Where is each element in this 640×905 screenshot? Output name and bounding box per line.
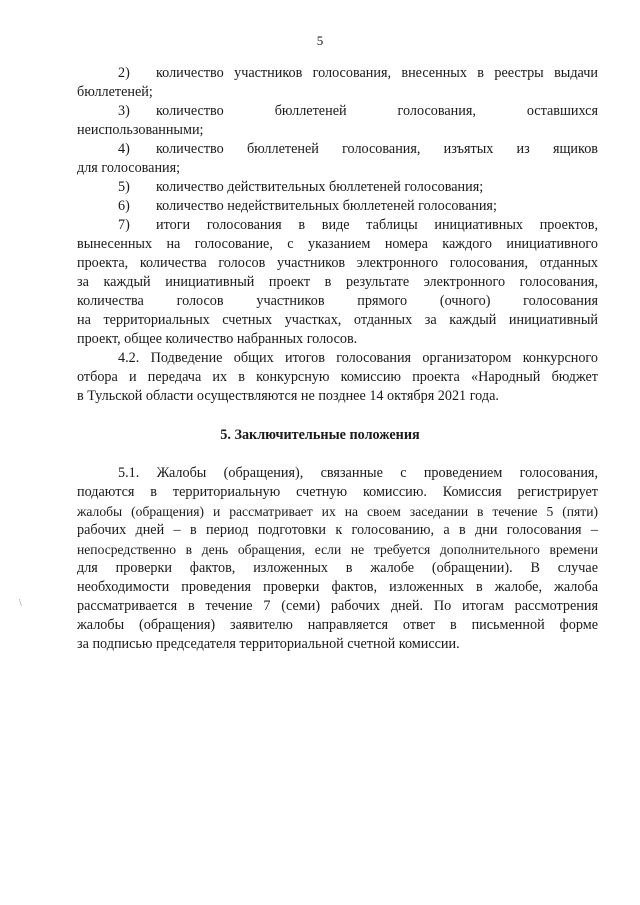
list-item-number: 5) — [118, 179, 130, 195]
p42-line-2: отбора и передача их в конкурсную комиссию проекта «Народный бюджет — [77, 369, 598, 385]
p51-line-7: необходимости проведения проверки фактов, изложенных в жалобе, жалоба — [77, 579, 598, 595]
p51-line-5: непосредственно в день обращения, если не требуется дополнительного времени — [77, 542, 598, 557]
list-item-text: количество действительных бюллетеней голосования; — [156, 179, 484, 195]
list-item-number: 2) — [118, 65, 130, 81]
p51-line-4: рабочих дней – в период подготовки к голосованию, а в дни голосования – — [77, 522, 598, 538]
item7-line-3: за каждый инициативный проект в результате электронного голосования, — [77, 274, 598, 290]
item7-line-1: вынесенных на голосование, с указанием номера каждого инициативного — [77, 236, 598, 252]
p51-line-9: жалобы (обращения) заявителю направляется ответ в письменной форме — [77, 617, 598, 633]
page-number: 5 — [316, 33, 324, 48]
p51-line-8: рассматривается в течение 7 (семи) рабочих дней. По итогам рассмотрения — [77, 598, 598, 614]
p51-line-10: за подписью председателя территориальной счетной комиссии. — [77, 636, 460, 652]
p42-line-3: в Тульской области осуществляются не позднее 14 октября 2021 года. — [77, 388, 499, 404]
p51-line-2: подаются в территориальную счетную комиссию. Комиссия регистрирует — [77, 484, 598, 500]
list-item-7 — [118, 216, 598, 235]
list-item-6 — [118, 197, 598, 216]
list-item-4-cont: для голосования; — [77, 160, 181, 176]
section-heading: 5. Заключительные положения — [220, 427, 420, 443]
list-item-number: 3) — [118, 103, 130, 119]
item7-line-6: проект, общее количество набранных голосов. — [77, 331, 358, 347]
margin-mark: \ — [19, 598, 22, 609]
p51-line-3: жалобы (обращения) и рассматривает их на своем заседании в течение 5 (пяти) — [77, 504, 598, 519]
p51-line-1: 5.1. Жалобы (обращения), связанные с проведением голосования, — [118, 465, 598, 481]
item7-line-2: проекта, количества голосов участников электронного голосования, отданных — [77, 255, 598, 271]
list-item-text: количество бюллетеней голосования, оставшихся — [156, 103, 598, 119]
list-item-2 — [118, 64, 598, 83]
list-item-3-cont: неиспользованными; — [77, 122, 204, 138]
list-item-number: 7) — [118, 217, 130, 233]
list-item-number: 6) — [118, 198, 130, 214]
list-item-5 — [118, 178, 598, 197]
p42-line-1: 4.2. Подведение общих итогов голосования организатором конкурсного — [118, 350, 598, 366]
list-item-number: 4) — [118, 141, 130, 157]
list-item-4 — [118, 140, 598, 159]
list-item-text: количество бюллетеней голосования, изъятых из ящиков — [156, 141, 598, 157]
list-item-text: итоги голосования в виде таблицы инициативных проектов, — [156, 217, 598, 233]
item7-line-4: количества голосов участников прямого (очного) голосования — [77, 293, 598, 309]
item7-line-5: на территориальных счетных участках, отданных за каждый инициативный — [77, 312, 598, 328]
list-item-text: количество недействительных бюллетеней голосования; — [156, 198, 497, 214]
p51-line-6: для проверки фактов, изложенных в жалобе (обращении). В случае — [77, 560, 598, 576]
list-item-2-cont: бюллетеней; — [77, 84, 153, 100]
list-item-3 — [118, 102, 598, 121]
list-item-text: количество участников голосования, внесенных в реестры выдачи — [156, 65, 598, 81]
